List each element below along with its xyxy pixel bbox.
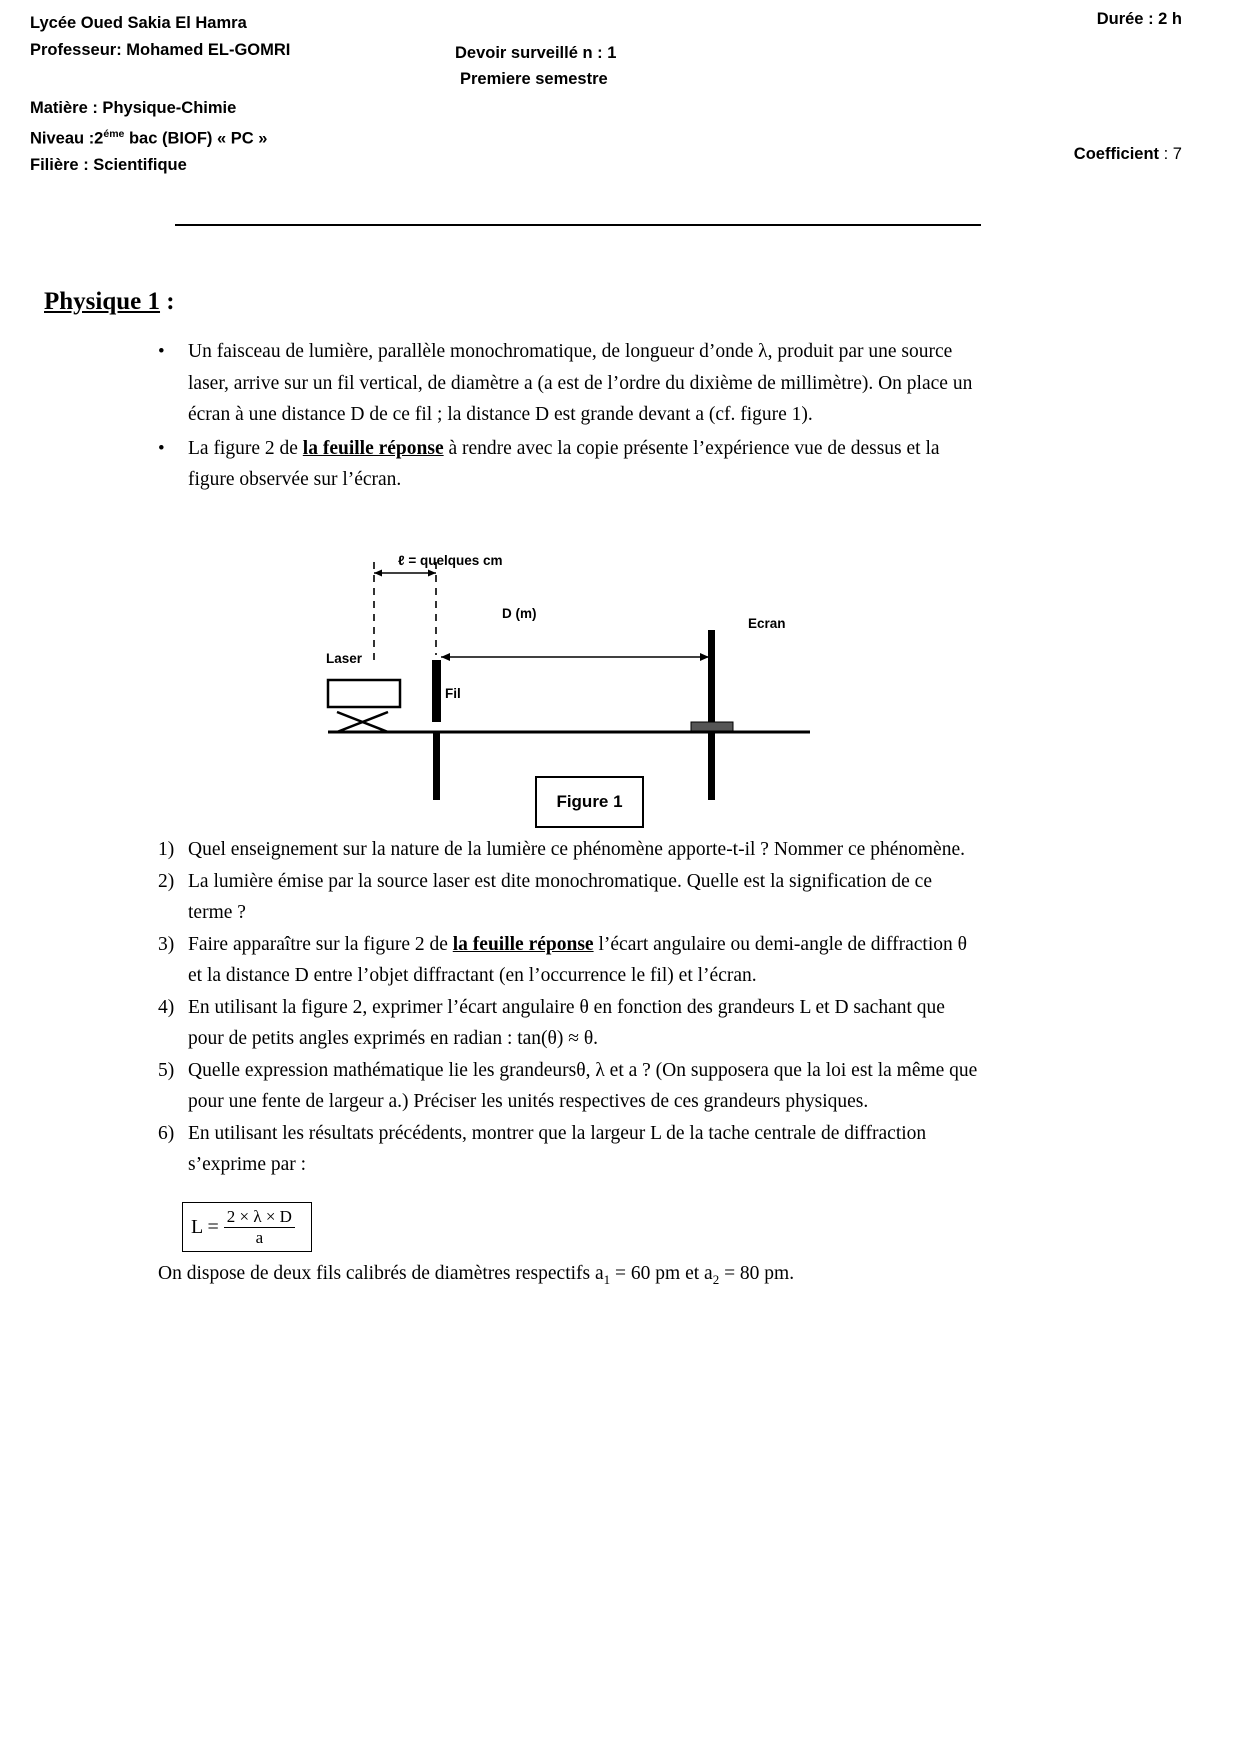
figure-label-laser: Laser (326, 651, 363, 666)
figure-1-caption: Figure 1 (535, 776, 644, 828)
closing-pre: On dispose de deux fils calibrés de diamètres respectifs a (158, 1263, 604, 1284)
bullet-icon: • (158, 437, 165, 459)
exam-title: Devoir surveillé n : 1 (455, 44, 617, 62)
question-list (158, 834, 980, 1181)
question-item-6 (158, 1118, 980, 1181)
section-title-text: Physique 1 (44, 288, 161, 315)
question-text: En utilisant les résultats précédents, montrer que la largeur L de la tache centrale de diffraction s’exprime par : (188, 1122, 927, 1175)
coefficient-value: : 7 (1163, 145, 1182, 163)
exam-duration: Durée : 2 h (1096, 10, 1182, 28)
level-suffix: bac (BIOF) « PC » (124, 129, 268, 148)
question-item-4 (158, 992, 980, 1055)
section-title-suffix: : (160, 288, 175, 315)
level-prefix: Niveau :2 (30, 129, 104, 148)
header-center-block (455, 40, 795, 92)
bullet-text: Un faisceau de lumière, parallèle monochromatique, de longueur d’onde λ, produit par une source laser, arrive sur un fil vertical, de diamètre a (a est de l’ordre du dixième de millimètre). On place un écran à une distance D de ce fil ; la distance D est grande devant a (cf. figure 1). (188, 341, 973, 425)
question-number: 3) (158, 933, 175, 955)
header-divider (175, 224, 981, 226)
question-item-3 (158, 929, 980, 992)
bullet-text-pre: La figure 2 de (188, 437, 303, 459)
list-item (150, 336, 980, 431)
bullet-text-post: à rendre avec la copie présente l’expérience vue de dessus et la figure observée sur l’écran. (188, 437, 940, 490)
question-text: Quel enseignement sur la nature de la lumière ce phénomène apporte-t-il ? Nommer ce phénomène. (188, 839, 965, 860)
exam-coefficient (1074, 145, 1182, 164)
page-title (44, 288, 175, 316)
question-text-emphasis: la feuille réponse (452, 933, 594, 955)
bullet-text-emphasis: la feuille réponse (302, 437, 444, 459)
bullet-icon: • (158, 341, 165, 362)
closing-statement (158, 1258, 998, 1295)
question-number: 6) (158, 1122, 175, 1144)
closing-sub-2: 2 (712, 1271, 720, 1287)
figure-label-screen: Ecran (748, 616, 786, 631)
exam-term: Premiere semestre (460, 70, 608, 88)
closing-post: = 80 pm. (719, 1263, 795, 1284)
formula-denominator: a (255, 1227, 264, 1247)
question-number: 5) (158, 1059, 175, 1081)
question-item-2 (158, 866, 980, 929)
level-line (30, 121, 267, 152)
question-item-5 (158, 1055, 980, 1118)
figure-1 (310, 540, 870, 840)
figure-label-wire: Fil (445, 686, 461, 701)
formula-content (191, 1206, 295, 1248)
figure-label-ell: ℓ = quelques cm (398, 553, 503, 568)
list-item (150, 433, 980, 496)
question-text: La lumière émise par la source laser est dite monochromatique. Quelle est la signification de ce terme ? (188, 870, 932, 923)
figure-label-distance: D (m) (502, 606, 537, 621)
question-number: 4) (158, 996, 175, 1018)
question-text-pre: Faire apparaître sur la figure 2 de (188, 933, 453, 955)
question-number: 2) (158, 870, 175, 892)
question-number: 1) (158, 839, 175, 860)
formula-left: L = (191, 1215, 219, 1238)
closing-mid: = 60 pm et a (610, 1263, 713, 1284)
closing-sub-1: 1 (603, 1271, 611, 1287)
question-text: Quelle expression mathématique lie les grandeursθ, λ et a ? (On supposera que la loi est la même que pour une fente de largeur a.) Préciser les unités respectives de ces grandeurs physiques. (188, 1059, 978, 1112)
question-text: En utilisant la figure 2, exprimer l’écart angulaire θ en fonction des grandeurs L et D sachant que pour de petits angles exprimés en radian : tan(θ) ≈ θ. (188, 996, 945, 1049)
formula-numerator: 2 × λ × D (226, 1206, 292, 1226)
intro-bullet-list (150, 336, 980, 498)
question-item-1 (158, 834, 980, 866)
header-subject-block (30, 95, 267, 178)
question-text-post: l’écart angulaire ou demi-angle de diffraction θ et la distance D entre l’objet diffractant (en l’occurrence le fil) et l’écran. (188, 933, 967, 986)
subject-line: Matière : Physique-Chimie (30, 99, 237, 117)
coefficient-label: Coefficient (1073, 145, 1160, 163)
level-superscript: éme (103, 128, 125, 140)
formula-fraction (224, 1208, 295, 1247)
school-name: Lycée Oued Sakia El Hamra (30, 14, 247, 32)
professor-name: Professeur: Mohamed EL-GOMRI (30, 41, 291, 59)
branch-line: Filière : Scientifique (30, 155, 187, 174)
formula-box (182, 1202, 312, 1252)
